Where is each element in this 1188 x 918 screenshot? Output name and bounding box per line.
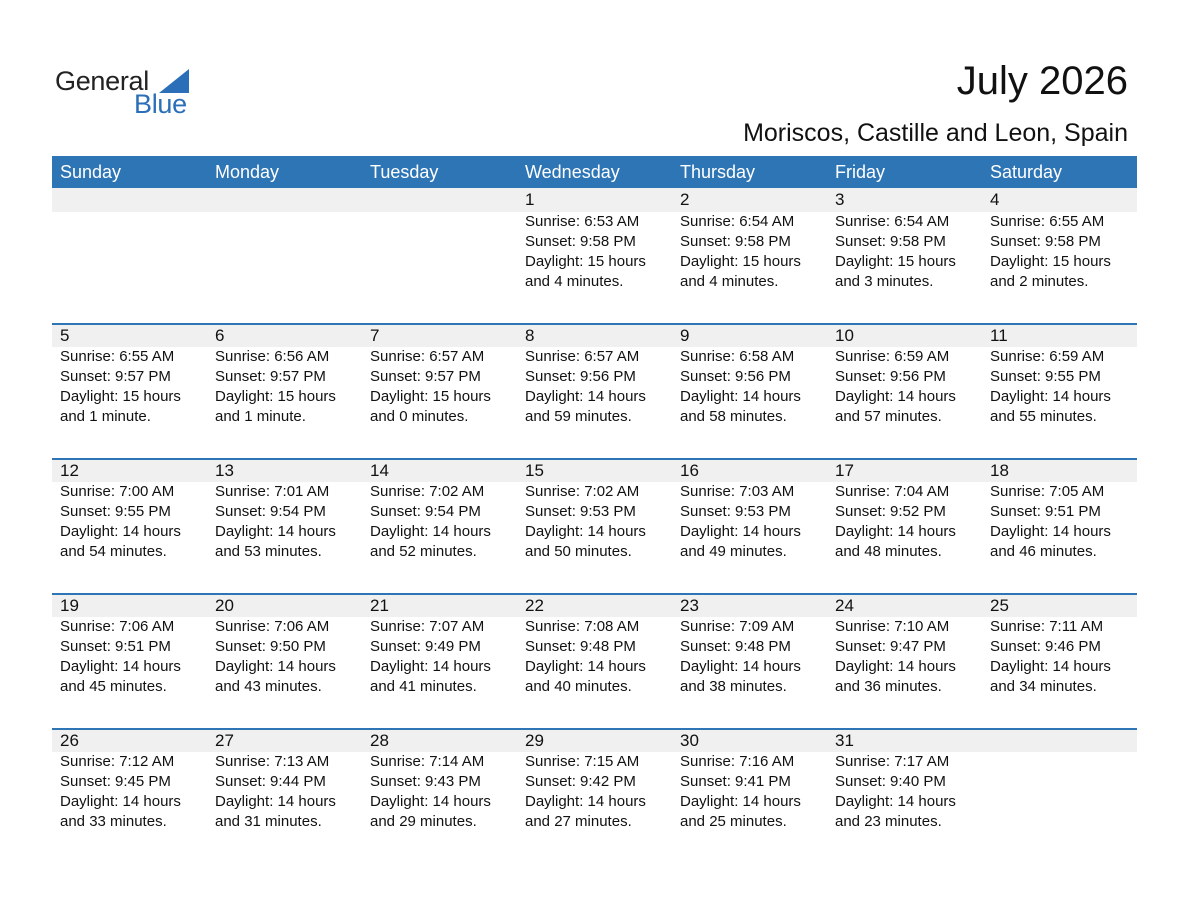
daylight-text: Daylight: 14 hours [680, 523, 801, 540]
day-number: 4 [990, 190, 1000, 209]
daylight-text: Daylight: 15 hours [215, 388, 336, 405]
sunset-text: Sunset: 9:43 PM [370, 773, 481, 790]
day-cell [827, 323, 982, 427]
daylight-text: Daylight: 14 hours [370, 793, 491, 810]
sunset-text: Sunset: 9:50 PM [215, 638, 326, 655]
weekday-monday: Monday [215, 162, 280, 182]
daylight-text: Daylight: 15 hours [370, 388, 491, 405]
day-number: 1 [525, 190, 535, 209]
daylight-minutes-text: and 0 minutes. [370, 408, 469, 425]
day-number: 8 [525, 326, 535, 345]
day-cell [672, 728, 827, 832]
sunrise-text: Sunrise: 6:59 AM [990, 348, 1105, 365]
week-cells [52, 188, 1137, 292]
sunrise-text: Sunrise: 6:55 AM [60, 348, 175, 365]
daylight-text: Daylight: 14 hours [990, 658, 1111, 675]
day-number: 5 [60, 326, 70, 345]
sunrise-text: Sunrise: 7:15 AM [525, 753, 640, 770]
day-number: 15 [525, 461, 544, 480]
empty-day-cell [362, 188, 517, 292]
daylight-minutes-text: and 4 minutes. [680, 273, 779, 290]
day-cell [982, 323, 1137, 427]
daylight-minutes-text: and 45 minutes. [60, 678, 167, 695]
sunset-text: Sunset: 9:57 PM [370, 368, 481, 385]
sunset-text: Sunset: 9:47 PM [835, 638, 946, 655]
calendar-grid [52, 156, 1137, 863]
daylight-text: Daylight: 14 hours [835, 793, 956, 810]
weekday-sunday: Sunday [60, 162, 122, 182]
day-cell [982, 593, 1137, 697]
weekday-friday: Friday [835, 162, 886, 182]
daylight-text: Daylight: 14 hours [215, 793, 336, 810]
daylight-text: Daylight: 14 hours [990, 388, 1111, 405]
sunrise-text: Sunrise: 7:16 AM [680, 753, 795, 770]
day-cell [362, 728, 517, 832]
day-cell [827, 728, 982, 832]
sunset-text: Sunset: 9:51 PM [60, 638, 171, 655]
day-cell [207, 458, 362, 562]
sunrise-text: Sunrise: 6:54 AM [680, 213, 795, 230]
day-cell [52, 323, 207, 427]
calendar-week-row [52, 188, 1137, 323]
day-number: 13 [215, 461, 234, 480]
daylight-minutes-text: and 34 minutes. [990, 678, 1097, 695]
day-cell [52, 728, 207, 832]
daylight-text: Daylight: 14 hours [60, 793, 181, 810]
sunrise-text: Sunrise: 7:09 AM [680, 618, 795, 635]
day-number: 23 [680, 596, 699, 615]
daylight-minutes-text: and 3 minutes. [835, 273, 934, 290]
sunset-text: Sunset: 9:57 PM [215, 368, 326, 385]
sunrise-text: Sunrise: 6:57 AM [370, 348, 485, 365]
daylight-minutes-text: and 33 minutes. [60, 813, 167, 830]
empty-day-cell [207, 188, 362, 292]
sunrise-text: Sunrise: 6:55 AM [990, 213, 1105, 230]
day-number: 24 [835, 596, 854, 615]
weekday-tuesday: Tuesday [370, 162, 439, 182]
day-cell [672, 323, 827, 427]
daylight-minutes-text: and 49 minutes. [680, 543, 787, 560]
day-number: 21 [370, 596, 389, 615]
sunrise-text: Sunrise: 6:53 AM [525, 213, 640, 230]
daylight-minutes-text: and 1 minute. [60, 408, 151, 425]
daylight-text: Daylight: 15 hours [525, 253, 646, 270]
day-number: 30 [680, 731, 699, 750]
day-number: 18 [990, 461, 1009, 480]
sunrise-text: Sunrise: 7:13 AM [215, 753, 330, 770]
sunrise-text: Sunrise: 6:54 AM [835, 213, 950, 230]
month-title: July 2026 [956, 59, 1128, 103]
sunrise-text: Sunrise: 6:56 AM [215, 348, 330, 365]
week-cells [52, 728, 1137, 832]
sunset-text: Sunset: 9:41 PM [680, 773, 791, 790]
daylight-text: Daylight: 14 hours [525, 388, 646, 405]
daylight-text: Daylight: 14 hours [680, 658, 801, 675]
sunrise-text: Sunrise: 7:11 AM [990, 618, 1104, 635]
daylight-text: Daylight: 14 hours [60, 658, 181, 675]
sunset-text: Sunset: 9:58 PM [680, 233, 791, 250]
day-cell [52, 458, 207, 562]
sunrise-text: Sunrise: 7:03 AM [680, 483, 795, 500]
day-cell [982, 458, 1137, 562]
daylight-minutes-text: and 25 minutes. [680, 813, 787, 830]
daylight-minutes-text: and 52 minutes. [370, 543, 477, 560]
day-number: 11 [990, 326, 1008, 345]
sunrise-text: Sunrise: 7:06 AM [60, 618, 175, 635]
sunrise-text: Sunrise: 7:06 AM [215, 618, 330, 635]
sunset-text: Sunset: 9:53 PM [525, 503, 636, 520]
week-cells [52, 323, 1137, 427]
sunrise-text: Sunrise: 7:07 AM [370, 618, 485, 635]
day-number: 28 [370, 731, 389, 750]
day-cell [207, 728, 362, 832]
day-cell [52, 593, 207, 697]
daylight-minutes-text: and 38 minutes. [680, 678, 787, 695]
daylight-minutes-text: and 55 minutes. [990, 408, 1097, 425]
sunset-text: Sunset: 9:55 PM [60, 503, 171, 520]
daylight-minutes-text: and 36 minutes. [835, 678, 942, 695]
week-cells [52, 458, 1137, 562]
day-number: 16 [680, 461, 699, 480]
calendar-week-row [52, 593, 1137, 728]
day-number: 3 [835, 190, 845, 209]
sunset-text: Sunset: 9:54 PM [215, 503, 326, 520]
sunset-text: Sunset: 9:56 PM [835, 368, 946, 385]
day-number: 6 [215, 326, 225, 345]
daylight-minutes-text: and 54 minutes. [60, 543, 167, 560]
daylight-text: Daylight: 14 hours [525, 523, 646, 540]
empty-day-cell [982, 728, 1137, 832]
daylight-text: Daylight: 14 hours [835, 523, 956, 540]
sunrise-text: Sunrise: 7:12 AM [60, 753, 175, 770]
daylight-minutes-text: and 41 minutes. [370, 678, 477, 695]
daylight-text: Daylight: 14 hours [835, 388, 956, 405]
sunset-text: Sunset: 9:56 PM [680, 368, 791, 385]
day-number: 14 [370, 461, 389, 480]
daylight-minutes-text: and 46 minutes. [990, 543, 1097, 560]
week-cells [52, 593, 1137, 697]
daylight-minutes-text: and 31 minutes. [215, 813, 322, 830]
daylight-minutes-text: and 1 minute. [215, 408, 306, 425]
sunset-text: Sunset: 9:49 PM [370, 638, 481, 655]
weekday-header-row [52, 156, 1137, 188]
day-cell [517, 458, 672, 562]
daylight-text: Daylight: 14 hours [680, 793, 801, 810]
day-number: 7 [370, 326, 380, 345]
daylight-minutes-text: and 29 minutes. [370, 813, 477, 830]
daylight-text: Daylight: 14 hours [60, 523, 181, 540]
daylight-text: Daylight: 15 hours [60, 388, 181, 405]
day-cell [982, 188, 1137, 292]
daylight-minutes-text: and 27 minutes. [525, 813, 632, 830]
day-cell [517, 593, 672, 697]
sunset-text: Sunset: 9:48 PM [680, 638, 791, 655]
sunset-text: Sunset: 9:58 PM [525, 233, 636, 250]
daylight-minutes-text: and 2 minutes. [990, 273, 1089, 290]
day-number: 26 [60, 731, 79, 750]
daylight-text: Daylight: 15 hours [680, 253, 801, 270]
weekday-wednesday: Wednesday [525, 162, 620, 182]
day-cell [827, 593, 982, 697]
logo-text-blue: Blue [134, 89, 187, 119]
daylight-minutes-text: and 50 minutes. [525, 543, 632, 560]
day-cell [207, 323, 362, 427]
daylight-text: Daylight: 14 hours [525, 793, 646, 810]
sunset-text: Sunset: 9:42 PM [525, 773, 636, 790]
day-number: 22 [525, 596, 544, 615]
sunrise-text: Sunrise: 7:02 AM [370, 483, 485, 500]
day-cell [827, 188, 982, 292]
daylight-minutes-text: and 53 minutes. [215, 543, 322, 560]
day-cell [672, 188, 827, 292]
day-cell [517, 728, 672, 832]
daylight-minutes-text: and 59 minutes. [525, 408, 632, 425]
sunset-text: Sunset: 9:56 PM [525, 368, 636, 385]
sunset-text: Sunset: 9:55 PM [990, 368, 1101, 385]
weeks-container [52, 188, 1137, 863]
daylight-text: Daylight: 15 hours [835, 253, 956, 270]
sunrise-text: Sunrise: 7:04 AM [835, 483, 950, 500]
daylight-minutes-text: and 57 minutes. [835, 408, 942, 425]
sunrise-text: Sunrise: 6:59 AM [835, 348, 950, 365]
day-cell [827, 458, 982, 562]
day-number: 20 [215, 596, 234, 615]
sunset-text: Sunset: 9:48 PM [525, 638, 636, 655]
sunset-text: Sunset: 9:52 PM [835, 503, 946, 520]
sunrise-text: Sunrise: 7:00 AM [60, 483, 175, 500]
sunset-text: Sunset: 9:46 PM [990, 638, 1101, 655]
day-number: 9 [680, 326, 690, 345]
sunrise-text: Sunrise: 6:58 AM [680, 348, 795, 365]
calendar-week-row [52, 728, 1137, 863]
sunset-text: Sunset: 9:54 PM [370, 503, 481, 520]
daylight-text: Daylight: 14 hours [370, 523, 491, 540]
daylight-minutes-text: and 4 minutes. [525, 273, 624, 290]
day-number: 27 [215, 731, 234, 750]
day-number: 12 [60, 461, 79, 480]
day-cell [672, 458, 827, 562]
daylight-text: Daylight: 14 hours [370, 658, 491, 675]
day-cell [362, 593, 517, 697]
daylight-minutes-text: and 48 minutes. [835, 543, 942, 560]
day-number: 17 [835, 461, 854, 480]
sunset-text: Sunset: 9:45 PM [60, 773, 171, 790]
sunrise-text: Sunrise: 7:10 AM [835, 618, 950, 635]
daylight-text: Daylight: 14 hours [680, 388, 801, 405]
day-cell [517, 188, 672, 292]
day-cell [672, 593, 827, 697]
sunrise-text: Sunrise: 6:57 AM [525, 348, 640, 365]
day-cell [517, 323, 672, 427]
sunset-text: Sunset: 9:58 PM [835, 233, 946, 250]
daylight-text: Daylight: 15 hours [990, 253, 1111, 270]
sunrise-text: Sunrise: 7:17 AM [835, 753, 950, 770]
location-subtitle: Moriscos, Castille and Leon, Spain [743, 119, 1128, 147]
sunrise-text: Sunrise: 7:02 AM [525, 483, 640, 500]
daylight-minutes-text: and 43 minutes. [215, 678, 322, 695]
general-blue-logo [55, 66, 205, 118]
logo-text-general: General [55, 66, 149, 96]
daylight-text: Daylight: 14 hours [215, 523, 336, 540]
sunset-text: Sunset: 9:51 PM [990, 503, 1101, 520]
calendar-week-row [52, 458, 1137, 593]
empty-day-cell [52, 188, 207, 292]
sunset-text: Sunset: 9:53 PM [680, 503, 791, 520]
sunset-text: Sunset: 9:57 PM [60, 368, 171, 385]
daylight-text: Daylight: 14 hours [990, 523, 1111, 540]
sunset-text: Sunset: 9:40 PM [835, 773, 946, 790]
day-cell [207, 593, 362, 697]
day-cell [362, 458, 517, 562]
daylight-minutes-text: and 58 minutes. [680, 408, 787, 425]
sunrise-text: Sunrise: 7:05 AM [990, 483, 1105, 500]
sunset-text: Sunset: 9:58 PM [990, 233, 1101, 250]
daylight-text: Daylight: 14 hours [525, 658, 646, 675]
day-number: 2 [680, 190, 690, 209]
sunrise-text: Sunrise: 7:14 AM [370, 753, 485, 770]
daylight-minutes-text: and 23 minutes. [835, 813, 942, 830]
daylight-text: Daylight: 14 hours [215, 658, 336, 675]
weekday-saturday: Saturday [990, 162, 1063, 182]
day-number: 10 [835, 326, 854, 345]
day-number: 29 [525, 731, 544, 750]
sunrise-text: Sunrise: 7:01 AM [215, 483, 330, 500]
weekday-thursday: Thursday [680, 162, 756, 182]
day-number: 31 [835, 731, 854, 750]
day-number: 19 [60, 596, 79, 615]
calendar-week-row [52, 323, 1137, 458]
sunrise-text: Sunrise: 7:08 AM [525, 618, 640, 635]
daylight-text: Daylight: 14 hours [835, 658, 956, 675]
day-cell [362, 323, 517, 427]
sunset-text: Sunset: 9:44 PM [215, 773, 326, 790]
day-number: 25 [990, 596, 1009, 615]
daylight-minutes-text: and 40 minutes. [525, 678, 632, 695]
